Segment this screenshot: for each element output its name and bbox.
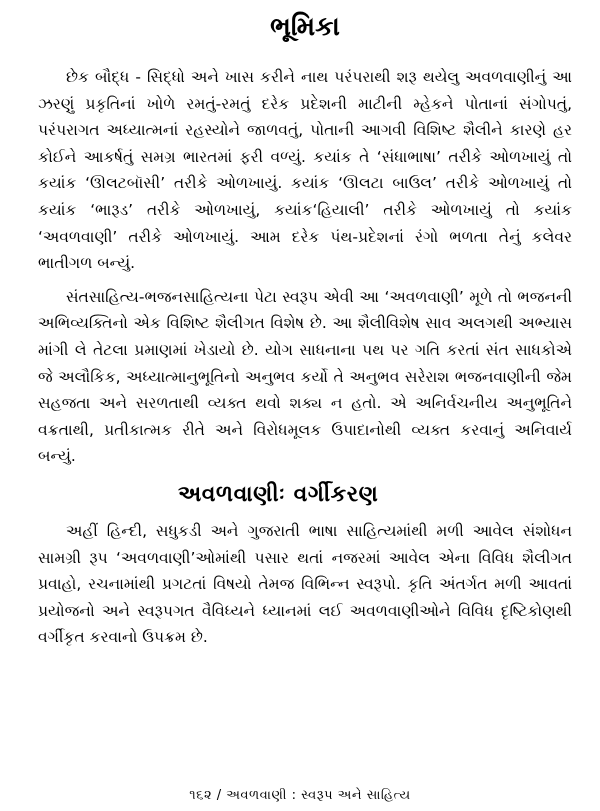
paragraph-1: છેક બૌદ્ધ - સિદ્ધો અને ખાસ કરીને નાથ પરંપરાથી શરૂ થયેલુ અવળવાણીનું આ ઝરણું પ્રકૃતિનાં ખોળે રમતું-રમતું દરેક પ્રદેશની માટીની મ્હેકને પોતાનાં સંગોપતું, પરંપરાગત અધ્યાત્મનાં રહસ્યોને જાળવતું, પોતાની આગવી વિશિષ્ટ શૈલીને કારણે હર કોઈને આકર્ષતું સમગ્ર ભારતમાં ફરી વળ્યું. કયાંક તે ‘સંધાભાષા’ તરીકે ઓળખાયું તો કયાંક ‘ઊલટબૉસી’ તરીકે ઓળખાયું. કયાંક ‘ઊલટા બાઉલ’ તરીકે ઓળખાયું તો કયાંક ‘ભારૂડ’ તરીકે ઓળખાયું, કયાંક‘હિયાલી’ તરીકે ઓળખાયું તો કયાંક ‘અવળવાણી’ તરીકે ઓળખાયું. આમ દરેક પંથ-પ્રદેશનાં રંગો ભળતા તેનું કલેવર ભાતીગળ બન્યું. [38,68,572,273]
section-heading: અવળવાણીઃ વર્ગીકરણ [178,481,379,507]
page-title: ભૂમિકા [270,12,340,42]
paragraph-2: સંતસાહિત્ય-ભજનસાહિત્યના પેટા સ્વરૂપ એવી આ ‘અવળવાણી’ મૂળે તો ભજનની અભિવ્યક્તિનો એક વિશિષ્ટ શૈલીગત વિશેષ છે. આ શૈલીવિશેષ સાવ અલગથી અભ્યાસ માંગી લે તેટલા પ્રમાણમાં ખેડાયો છે. યોગ સાધનાના પથ પર ગતિ કરતાં સંત સાધકોએ જે અલૌકિક, અધ્યાત્માનુભૂતિનો અનુભવ કર્યો તે અનુભવ સરેરાશ ભજનવાણીની જેમ સહજતા અને સરળતાથી વ્યક્ત થવો શક્ય ન હતો. એ અનિર્વચનીય અનુભૂતિને વક્રતાથી, પ્રતીકાત્મક રીતે અને વિરોધમૂલક ઉપાદાનોથી વ્યક્ત કરવાનું અનિવાર્ય બન્યું. [38,287,572,466]
page-footer: ૧૬૨ / અવળવાણી : સ્વરૂપ અને સાહિત્ય [189,788,411,803]
paragraph-3: અહીં હિન્દી, સધુકડી અને ગુજરાતી ભાષા સાહિત્યમાંથી મળી આવેલ સંશોધન સામગ્રી રૂપ ‘અવળવાણી’ઓમાંથી પસાર થતાં નજરમાં આવેલ એના વિવિધ શૈલીગત પ્રવાહો, રચનામાંથી પ્રગટતાં વિષયો તેમજ વિભિન્ન સ્વરૂપો. કૃતિ અંતર્ગત મળી આવતાં પ્રયોજનો અને સ્વરૂપગત વૈવિધ્યને ધ્યાનમાં લઈ અવળવાણીઓને વિવિધ દૃષ્ટિકોણથી વર્ગીકૃત કરવાનો ઉપક્રમ છે. [38,521,572,647]
